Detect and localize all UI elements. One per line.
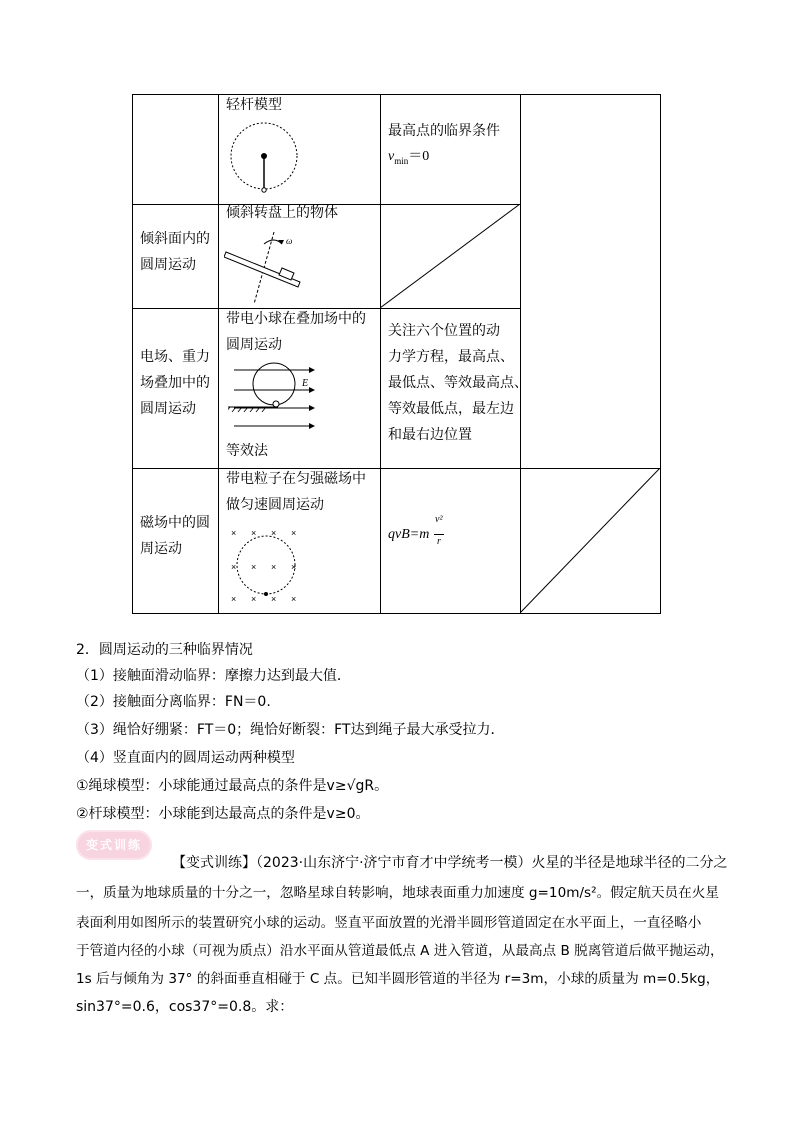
svg-text:×: ×: [271, 562, 277, 572]
list-item: （4）竖直面内的圆周运动两种模型: [76, 750, 295, 766]
tilted-turntable-diagram: [224, 230, 314, 306]
exercise-badge: 变式训练: [76, 830, 152, 860]
lorentz-formula: qvB=m: [388, 527, 430, 542]
svg-text:×: ×: [251, 562, 257, 572]
category-label: 场叠加中的: [140, 375, 210, 391]
svg-text:×: ×: [231, 562, 237, 572]
svg-text:×: ×: [231, 594, 237, 604]
svg-text:×: ×: [291, 528, 297, 538]
empty-cell-diagonal: [520, 468, 661, 614]
exercise-line: 1s 后与倾角为 37° 的斜面垂直相碰于 C 点。已知半圆形管道的半径为 r=3m，小球的质量为 m=0.5kg，: [76, 971, 720, 987]
formula-numerator: v²: [435, 514, 443, 525]
model-name: 倾斜转盘上的物体: [226, 205, 338, 221]
svg-text:×: ×: [251, 528, 257, 538]
e-field-label: E: [302, 378, 309, 389]
method-label: 等效法: [226, 443, 268, 459]
svg-text:×: ×: [231, 528, 237, 538]
empty-cell-diagonal: [380, 204, 521, 309]
note-line: 最低点、等效最高点、: [388, 375, 528, 391]
note-line: 和最右边位置: [388, 427, 472, 443]
note-line: 关注六个位置的动: [388, 323, 500, 339]
list-item: （1）接触面滑动临界：摩擦力达到最大值．: [76, 668, 351, 684]
svg-text:×: ×: [271, 594, 277, 604]
fraction-bar: [434, 534, 444, 535]
model-name: 带电粒子在匀强磁场中: [226, 471, 366, 487]
svg-text:×: ×: [251, 594, 257, 604]
note-line: 等效最低点，最左边: [388, 401, 514, 417]
exercise-line: 【变式训练】（2023·山东济宁·济宁市育才中学统考一模）火星的半径是地球半径的二分之: [172, 855, 728, 871]
category-label: 电场、重力: [140, 349, 210, 365]
model-name: 带电小球在叠加场中的: [226, 311, 366, 327]
note-line: 力学方程，最高点、: [388, 349, 514, 365]
critical-condition-formula: $v_{min}=0$: [388, 149, 430, 166]
light-rod-diagram: [228, 120, 300, 194]
category-label: 倾斜面内的: [140, 231, 210, 247]
category-label: 圆周运动: [140, 257, 196, 273]
exercise-line: 一，质量为地球质量的十分之一，忽略星球自转影响，地球表面重力加速度 g=10m/s²。假定航天员在火星: [76, 885, 719, 901]
model-table: [132, 94, 661, 614]
model-name: 圆周运动: [226, 337, 282, 353]
omega-label: ω: [286, 236, 293, 246]
category-label: 磁场中的圆: [140, 515, 210, 531]
category-label: 周运动: [140, 541, 182, 557]
table-col-divider: [218, 94, 219, 614]
section-heading: 2．圆周运动的三种临界情况: [76, 642, 253, 658]
list-item: （3）绳恰好绷紧：FT＝0；绳恰好断裂：FT达到绳子最大承受拉力．: [76, 722, 505, 738]
list-item: （2）接触面分离临界：FN＝0.: [76, 694, 271, 710]
exercise-line: 于管道内径的小球（可视为质点）沿水平面从管道最低点 A 进入管道，从最高点 B 脱离管道后做平抛运动，: [76, 943, 724, 959]
exercise-line: sin37°=0.6，cos37°=0.8。求：: [76, 999, 294, 1015]
table-border-left: [132, 94, 133, 614]
table-col-divider: [380, 94, 381, 614]
list-item: ①绳球模型：小球能通过最高点的条件是v≥√gR。: [76, 778, 389, 794]
formula-denominator: r: [437, 536, 441, 547]
svg-text:×: ×: [291, 594, 297, 604]
svg-text:×: ×: [271, 528, 277, 538]
table-border-top: [132, 94, 661, 95]
exercise-line: 表面利用如图所示的装置研究小球的运动。竖直平面放置的光滑半圆形管道固定在水平面上，一直径略小: [76, 915, 702, 931]
model-name: 轻杆模型: [226, 97, 282, 113]
category-label: 圆周运动: [140, 401, 196, 417]
list-item: ②杆球模型：小球能到达最高点的条件是v≥0。: [76, 806, 370, 822]
critical-condition-label: 最高点的临界条件: [388, 123, 500, 139]
model-name: 做匀速圆周运动: [226, 497, 324, 513]
combined-field-diagram: [228, 360, 324, 432]
svg-text:×: ×: [291, 562, 297, 572]
magnetic-field-diagram: [228, 524, 312, 606]
